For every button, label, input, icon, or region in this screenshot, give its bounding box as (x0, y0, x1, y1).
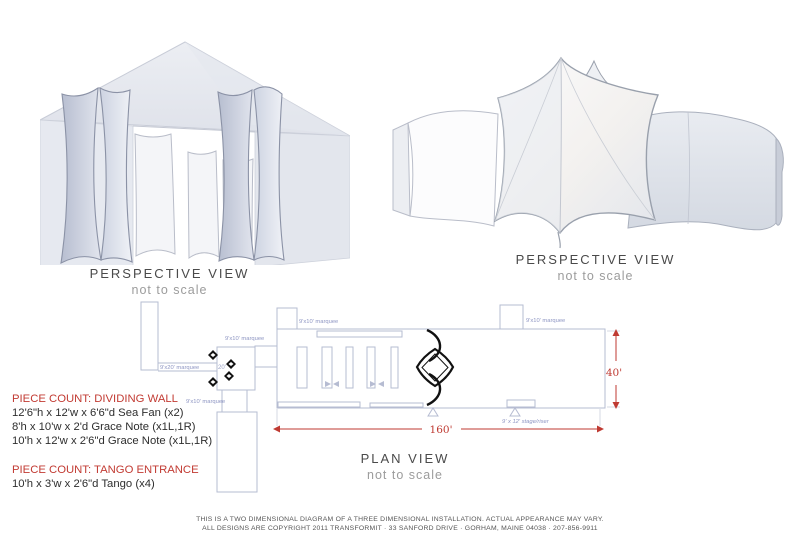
plan-view-label (305, 451, 505, 482)
plan-view-title: PLAN VIEW (360, 451, 450, 466)
left-view-title: PERSPECTIVE VIEW (89, 266, 250, 281)
left-perspective-drawing (40, 20, 350, 265)
left-view-label (62, 266, 277, 297)
plan-stage-riser (507, 400, 535, 407)
tango-entrance-heading: PIECE COUNT: TANGO ENTRANCE (12, 464, 199, 476)
right-view-subtitle: not to scale (557, 269, 634, 283)
plan-main-hall (277, 329, 605, 408)
piece-count-item: 8'h x 10'w x 2'd Grace Note (x1L,1R) (12, 421, 196, 433)
left-view-subtitle: not to scale (131, 283, 208, 297)
plan-extension-lines (277, 331, 623, 426)
plan-side-tent (141, 302, 158, 370)
plan-marquee-right (500, 305, 523, 329)
marquee-label: 9'x10' marquee (526, 318, 566, 324)
footer-line-2: ALL DESIGNS ARE COPYRIGHT 2011 TRANSFORMIT · 33 SANFORD DRIVE · GORHAM, MAINE 04038 · 207-856-9911 (202, 525, 598, 532)
pointer-arrow-icon (428, 408, 520, 416)
plan-buffet-bar (317, 331, 402, 337)
height-dimension-label: 40' (605, 367, 623, 379)
stage-riser-label: 9' x 12' stage/riser (502, 419, 549, 425)
piece-count-item: 12'6"h x 12'w x 6'6"d Sea Fan (x2) (12, 407, 184, 419)
marquee-label: 9'x10' marquee (186, 399, 226, 405)
plan-lower-tent (217, 412, 257, 492)
piece-count-item: 10'h x 12'w x 2'6"d Grace Note (x1L,1R) (12, 435, 213, 447)
piece-count-panel (12, 392, 212, 491)
piece-count-item: 10'h x 3'w x 2'6"d Tango (x4) (12, 478, 155, 490)
marquee-label: 9'x10' marquee (299, 319, 339, 325)
width-dimension-label: 160' (429, 424, 453, 436)
right-view-title: PERSPECTIVE VIEW (515, 252, 676, 267)
dividing-wall-heading: PIECE COUNT: DIVIDING WALL (12, 393, 178, 405)
right-view-label (488, 252, 703, 283)
marquee-label: 9'x20' marquee (160, 365, 200, 371)
left-ribbon-wall (393, 111, 498, 226)
footer-line-1: THIS IS A TWO DIMENSIONAL DIAGRAM OF A THREE DIMENSIONAL INSTALLATION. ACTUAL APPEARANCE MAY VARY. (196, 516, 604, 523)
copyright-footer (0, 515, 800, 533)
sea-fan-ornament-icon (417, 330, 453, 405)
entry-width-label: 20' (218, 365, 226, 371)
height-dimension (606, 329, 622, 409)
piece-count-group-dividing-wall (12, 392, 212, 448)
width-dimension (273, 424, 604, 436)
plan-view-subtitle: not to scale (367, 468, 443, 482)
piece-count-group-tango-entrance (12, 463, 212, 491)
plan-entry-corridor (255, 346, 277, 367)
marquee-label: 9'x10' marquee (225, 336, 265, 342)
plan-marquee-left (277, 308, 297, 329)
plan-lower-corridor (222, 390, 247, 412)
right-perspective-drawing (388, 48, 788, 258)
